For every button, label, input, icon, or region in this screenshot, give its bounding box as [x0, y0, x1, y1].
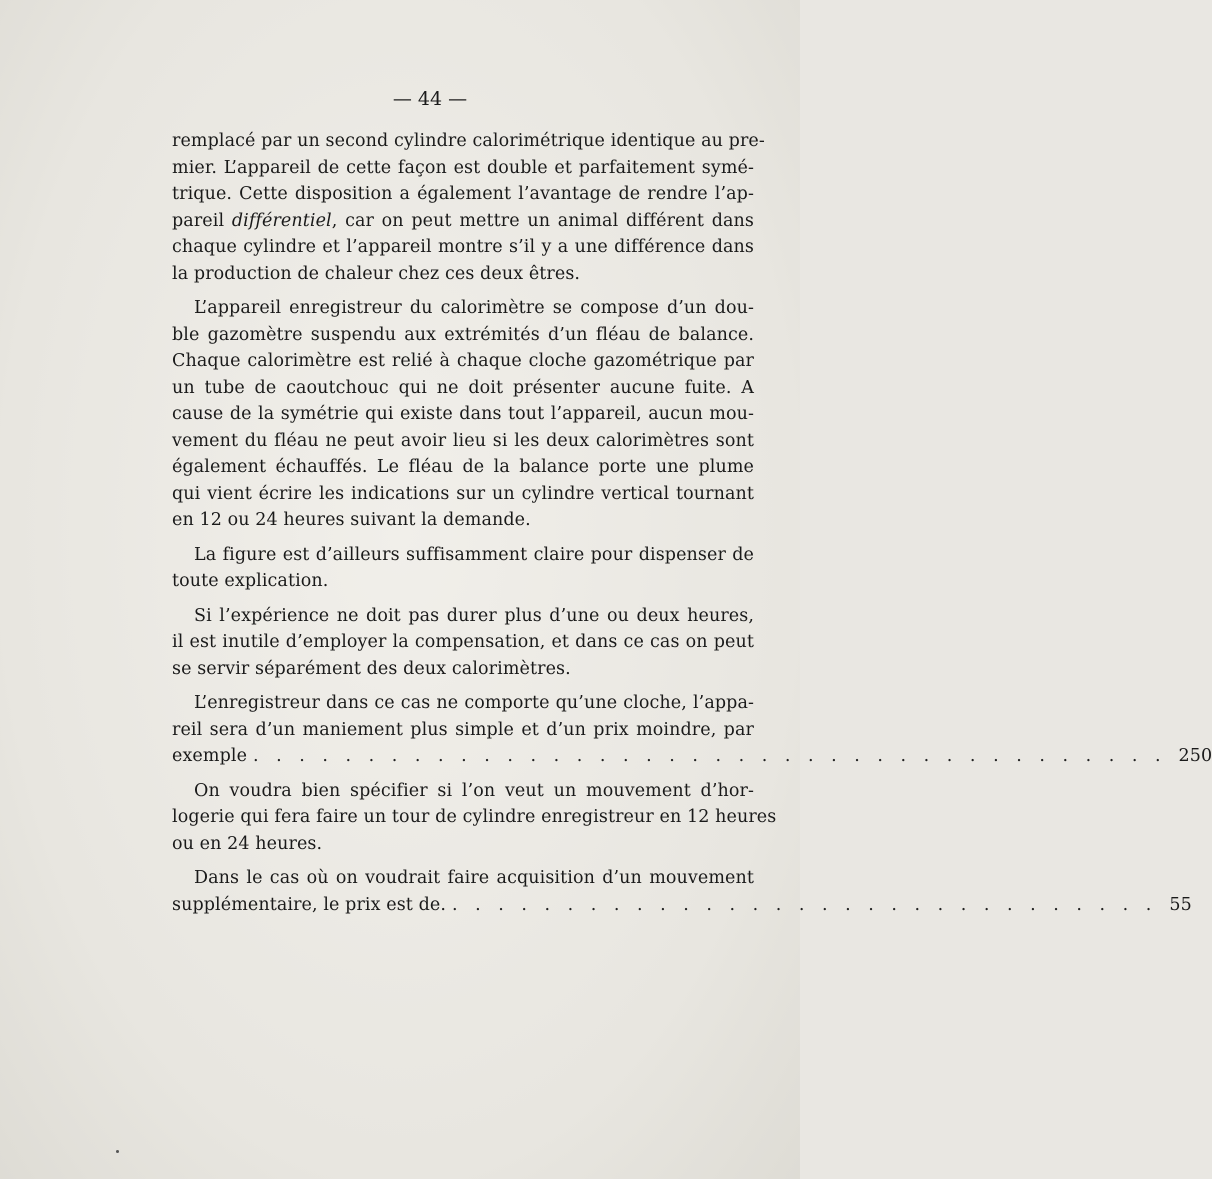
text-line: qui vient écrire les indications sur un cylindre vertical tournant: [172, 483, 754, 504]
text-line: ble gazomètre suspendu aux extrémités d’un fléau de balance.: [172, 324, 754, 345]
text-line: Si l’expérience ne doit pas durer plus d’une ou deux heures,: [194, 605, 754, 626]
price-value: 55: [1169, 894, 1192, 915]
dot-leader: . . . . . . . . . . . . . . . . . . . . . . . . . . . . . . . . . . . . . . . .: [253, 746, 1167, 766]
text-line: ou en 24 heures.: [172, 833, 323, 854]
text-line: reil sera d’un maniement plus simple et d’un prix moindre, par: [172, 719, 754, 740]
text-line: La figure est d’ailleurs suffisamment claire pour dispenser de: [194, 544, 754, 565]
paragraph-1: [172, 128, 765, 287]
paragraph-6: [172, 778, 777, 858]
text-line: mier. L’appareil de cette façon est double et parfaitement symé-: [172, 157, 754, 178]
paragraph-2: [172, 295, 754, 534]
text-line: un tube de caoutchouc qui ne doit présenter aucune fuite. A: [172, 377, 754, 398]
text-line: Chaque calorimètre est relié à chaque cloche gazométrique par: [172, 351, 754, 371]
text-line: pareil différentiel, car on peut mettre un animal différent dans: [172, 210, 754, 231]
text-line: en 12 ou 24 heures suivant la demande.: [172, 510, 531, 530]
price-line: [172, 743, 1212, 770]
text-line: la production de chaleur chez ces deux êtres.: [172, 263, 581, 284]
text-line: L’appareil enregistreur du calorimètre se compose d’un dou-: [194, 298, 754, 318]
text-line: logerie qui fera faire un tour de cylindre enregistreur en 12 heures: [172, 807, 777, 827]
paragraph-4: [172, 603, 754, 683]
paragraph-7: [172, 865, 1192, 918]
text-line: cause de la symétrie qui existe dans tout l’appareil, aucun mou-: [172, 404, 754, 424]
text-line: se servir séparément des deux calorimètres.: [172, 658, 571, 679]
emphasis-word: différentiel: [231, 210, 332, 231]
text-line: On voudra bien spécifier si l’on veut un mouvement d’hor-: [194, 780, 754, 801]
price-label: supplémentaire, le prix est de.: [172, 894, 447, 915]
text-line: vement du fléau ne peut avoir lieu si les deux calorimètres sont: [172, 430, 754, 451]
text-line: trique. Cette disposition a également l’avantage de rendre l’ap-: [172, 184, 754, 204]
text-line: également échauffés. Le fléau de la balance porte une plume: [172, 457, 754, 477]
price-label: exemple: [172, 746, 248, 766]
text-line: toute explication.: [172, 571, 329, 591]
paragraph-5: [172, 690, 1212, 770]
text-line: L’enregistreur dans ce cas ne comporte qu’une cloche, l’appa-: [194, 693, 754, 713]
text-line: remplacé par un second cylindre calorimétrique identique au pre-: [172, 131, 765, 151]
paragraph-3: [172, 542, 754, 595]
paper-speck: [116, 1150, 119, 1153]
body-text: [172, 128, 1212, 926]
text-line: chaque cylindre et l’appareil montre s’il y a une différence dans: [172, 237, 754, 257]
price-line: [172, 892, 1192, 919]
price-value: 250: [1178, 746, 1212, 766]
dot-leader: . . . . . . . . . . . . . . . . . . . . . . . . . . . . . . .: [452, 894, 1158, 915]
text-line: Dans le cas où on voudrait faire acquisition d’un mouvement: [194, 868, 754, 888]
text-line: il est inutile d’employer la compensation, et dans ce cas on peut: [172, 632, 754, 652]
page-number: — 44 —: [392, 88, 468, 110]
